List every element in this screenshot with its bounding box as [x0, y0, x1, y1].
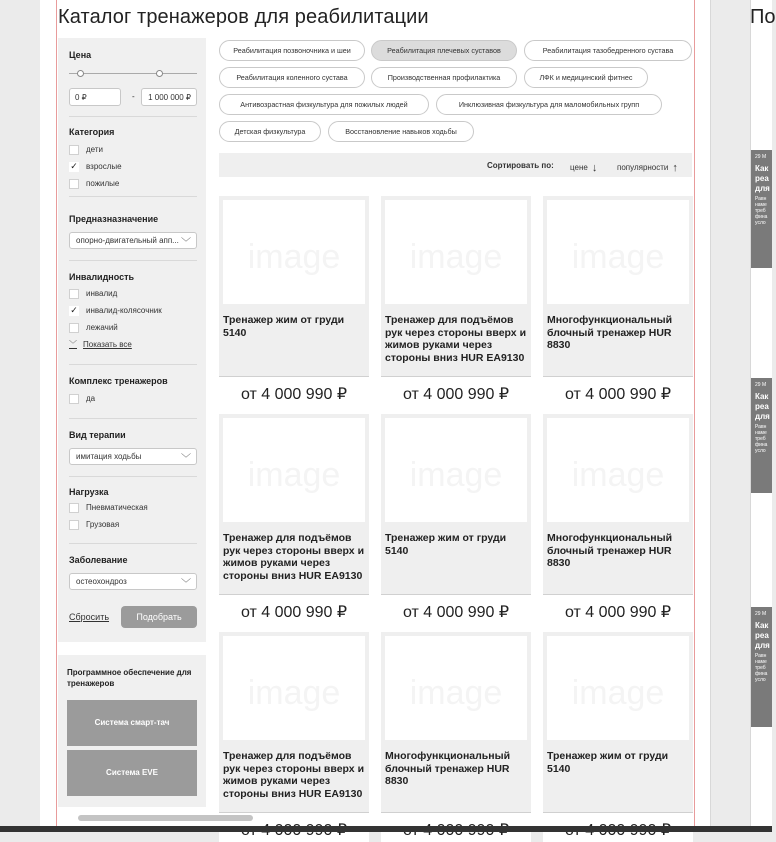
tag-walking[interactable]: Восстановление навыков ходьбы: [328, 121, 474, 142]
product-image: image: [223, 418, 365, 522]
checkbox-unchecked[interactable]: [69, 323, 79, 333]
checkbox-unchecked[interactable]: [69, 394, 79, 404]
disease-filter: [69, 555, 197, 590]
product-price-box: [381, 594, 531, 624]
product-image: image: [547, 418, 689, 522]
product-name[interactable]: Многофункциональный блочный тренажер HUR 8830: [547, 532, 673, 569]
product-price: от 4 000 990 ₽: [564, 386, 672, 403]
product-name[interactable]: Тренажер жим от груди 5140: [547, 750, 669, 775]
software-panel: [58, 655, 206, 807]
product-price-box: [543, 594, 693, 624]
product-image: image: [547, 636, 689, 740]
reset-button[interactable]: Сбросить: [69, 612, 110, 622]
tag-antiage[interactable]: Антивозрастная физкультура для пожилых людей: [219, 94, 429, 115]
category-filter-label: Категория: [69, 127, 115, 137]
tag-knee[interactable]: Реабилитация коленного сустава: [219, 67, 365, 88]
product-card[interactable]: [543, 414, 693, 624]
product-image: image: [385, 200, 527, 304]
smart-touch-button[interactable]: Система смарт-тач: [67, 700, 197, 746]
product-price: от 4 000 990 ₽: [564, 604, 672, 621]
article-preview[interactable]: 29 М Как реа для Равн наме треб фина усло: [751, 150, 772, 268]
complex-filter: [69, 376, 197, 407]
horizontal-scrollbar[interactable]: [78, 815, 253, 821]
product-name[interactable]: Тренажер для подъёмов рук через стороны вверх и жимов руками через стороны вниз HUR EA9130: [223, 532, 365, 582]
divider: [69, 260, 197, 261]
product-price-box: [543, 376, 693, 406]
product-name[interactable]: Тренажер жим от груди 5140: [385, 532, 507, 557]
checkbox-unchecked[interactable]: [69, 179, 79, 189]
product-card[interactable]: [543, 196, 693, 406]
product-name[interactable]: Тренажер для подъёмов рук через стороны вверх и жимов руками через стороны вниз HUR EA9130: [385, 314, 527, 364]
divider: [69, 364, 197, 365]
price-min-input[interactable]: 0 ₽: [69, 88, 121, 106]
price-filter: [69, 50, 197, 106]
chevron-down-icon: ﹀: [181, 579, 191, 590]
sort-label: Сортировать по:: [487, 161, 554, 170]
checkmark-icon[interactable]: ✓: [70, 161, 78, 171]
tag-lfk[interactable]: ЛФК и медицинский фитнес: [524, 67, 648, 88]
divider: [69, 418, 197, 419]
bottom-bar: [0, 826, 772, 832]
product-price-box: [219, 594, 369, 624]
tag-shoulder[interactable]: Реабилитация плечевых суставов: [371, 40, 517, 61]
price-range-dash: -: [132, 92, 135, 101]
sort-bar: [219, 153, 692, 177]
purpose-filter: [69, 214, 197, 249]
disability-option-bedridden[interactable]: лежачий: [69, 319, 197, 336]
product-card[interactable]: [381, 632, 531, 832]
product-price-box: [219, 376, 369, 406]
eve-system-button[interactable]: Система EVE: [67, 750, 197, 796]
tag-children[interactable]: Детская физкультура: [219, 121, 321, 142]
product-card[interactable]: [381, 196, 531, 406]
right-column-heading: По: [750, 6, 776, 28]
chevron-down-icon: ﹀: [181, 238, 191, 249]
therapy-filter: [69, 430, 197, 465]
product-image: image: [385, 418, 527, 522]
load-filter: [69, 487, 197, 533]
product-image: image: [547, 200, 689, 304]
load-option-weight[interactable]: Грузовая: [69, 516, 197, 533]
product-price: от 4 000 990 ₽: [240, 386, 348, 403]
product-image: image: [223, 200, 365, 304]
article-preview[interactable]: 29 М Как реа для Равн наме треб фина усло: [751, 378, 772, 493]
disability-option-wheelchair[interactable]: ✓ инвалид-колясочник: [70, 305, 162, 315]
product-image: image: [385, 636, 527, 740]
disease-select[interactable]: остеохондроз ﹀: [69, 573, 197, 590]
product-name[interactable]: Многофункциональный блочный тренажер HUR 8830: [547, 314, 673, 351]
sort-by-popularity[interactable]: популярности ↑: [617, 162, 678, 174]
divider: [69, 476, 197, 477]
tag-prevention[interactable]: Производственная профилактика: [371, 67, 517, 88]
product-price: от 4 000 990 ₽: [240, 604, 348, 621]
price-max-input[interactable]: 1 000 000 ₽: [141, 88, 197, 106]
page-title: Каталог тренажеров для реабилитации: [58, 6, 429, 28]
disability-filter-label: Инвалидность: [69, 272, 135, 282]
software-title: Программное обеспечение для тренажеров: [67, 668, 192, 688]
product-name[interactable]: Тренажер для подъёмов рук через стороны вверх и жимов руками через стороны вниз HUR EA9130: [223, 750, 365, 800]
price-slider-track: [69, 73, 197, 74]
product-name[interactable]: Тренажер жим от груди 5140: [223, 314, 345, 339]
checkmark-icon[interactable]: ✓: [70, 305, 78, 315]
product-card[interactable]: [219, 196, 369, 406]
load-option-pneumatic[interactable]: Пневматическая: [69, 499, 197, 516]
load-filter-label: Нагрузка: [69, 487, 109, 497]
price-slider-min-handle[interactable]: [77, 70, 84, 77]
category-option-children[interactable]: дети: [69, 141, 197, 158]
product-image: image: [223, 636, 365, 740]
complex-filter-label: Комплекс тренажеров: [69, 376, 168, 386]
product-name[interactable]: Многофункциональный блочный тренажер HUR 8830: [385, 750, 511, 787]
purpose-filter-label: Предназназначение: [69, 214, 159, 224]
product-price: от 4 000 990 ₽: [402, 604, 510, 621]
product-card[interactable]: [381, 414, 531, 624]
category-option-adults[interactable]: ✓ взрослые: [70, 161, 122, 171]
tag-spine[interactable]: Реабилитация позвоночника и шеи: [219, 40, 365, 61]
divider: [69, 196, 197, 197]
apply-button[interactable]: Подобрать: [121, 606, 197, 628]
checkbox-unchecked[interactable]: [69, 289, 79, 299]
filter-sidebar: [58, 38, 206, 642]
tag-hip[interactable]: Реабилитация тазобедренного сустава: [524, 40, 692, 61]
price-filter-label: Цена: [69, 50, 92, 60]
purpose-select[interactable]: опорно-двигательный апп... ﹀: [69, 232, 197, 249]
category-option-elderly[interactable]: пожилые: [69, 175, 197, 192]
divider: [69, 116, 197, 117]
product-card[interactable]: [543, 632, 693, 832]
product-card[interactable]: [219, 632, 369, 832]
arrow-down-icon: ↓: [591, 162, 598, 174]
column-divider: [710, 0, 711, 832]
category-filter: [69, 127, 197, 192]
product-card[interactable]: [219, 414, 369, 624]
price-slider-max-handle[interactable]: [156, 70, 163, 77]
arrow-up-icon: ↑: [672, 162, 678, 174]
tag-inclusive[interactable]: Инклюзивная физкультура для маломобильных групп: [436, 94, 662, 115]
disease-filter-label: Заболевание: [69, 555, 128, 565]
checkbox-unchecked[interactable]: [69, 145, 79, 155]
article-preview[interactable]: 29 М Как реа для Равн наме треб фина усло: [751, 607, 772, 727]
chevron-down-icon: ﹀: [181, 454, 191, 465]
divider: [69, 543, 197, 544]
product-price: от 4 000 990 ₽: [402, 386, 510, 403]
chevron-down-icon: ﹀: [69, 339, 77, 349]
therapy-select[interactable]: имитация ходьбы ﹀: [69, 448, 197, 465]
disability-filter: [69, 272, 197, 352]
disability-option-disabled[interactable]: инвалид: [69, 285, 197, 302]
checkbox-unchecked[interactable]: [69, 520, 79, 530]
sort-by-price[interactable]: цене ↓: [570, 162, 598, 174]
checkbox-unchecked[interactable]: [69, 503, 79, 513]
complex-option-yes[interactable]: да: [69, 390, 197, 407]
therapy-filter-label: Вид терапии: [69, 430, 126, 440]
show-all-link[interactable]: ﹀ Показать все: [69, 339, 132, 349]
product-price-box: [381, 376, 531, 406]
price-slider[interactable]: [69, 68, 197, 88]
